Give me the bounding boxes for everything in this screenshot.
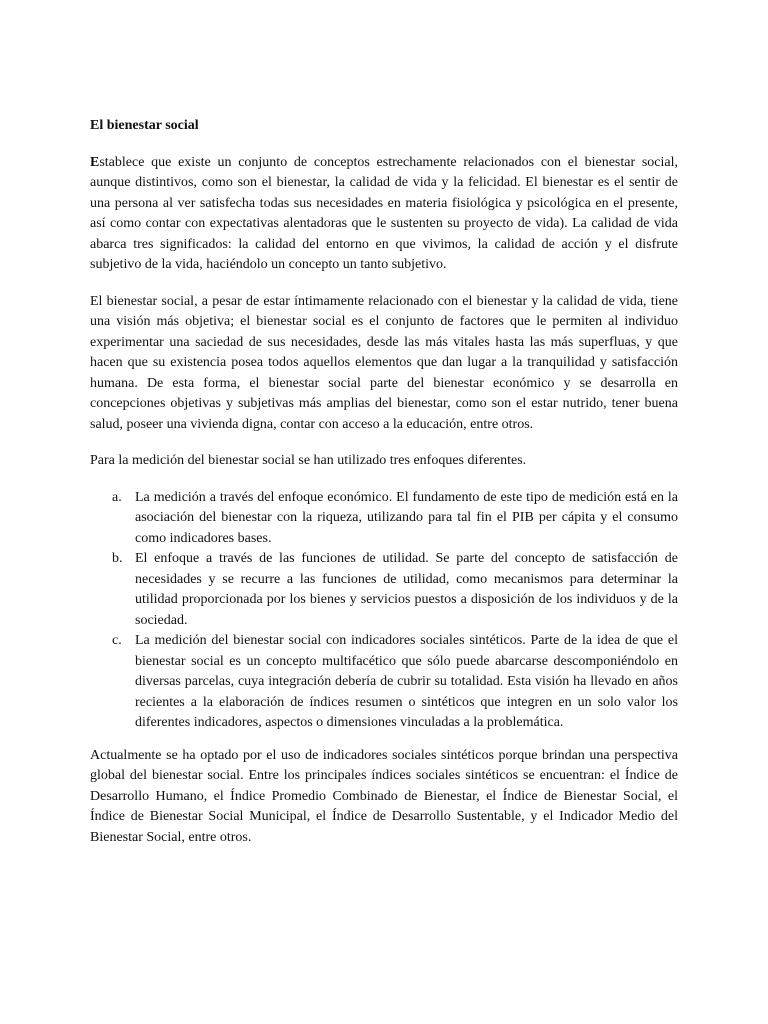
list-marker: b.	[112, 551, 123, 566]
list-item-text: La medición del bienestar social con indicadores sociales sintéticos. Parte de la idea de que el bienestar social es un concepto multifacético que sólo puede abarcarse descomponiéndolo en diversas parcelas, cuya integración debería de cubrir su totalidad. Esta visión ha llevado en años recientes a la elaboración de índices resumen o sintéticos que integren en un solo valor los diferentes indicadores, aspectos o dimensiones vinculadas a la problemática.	[135, 633, 678, 730]
document-page	[90, 116, 678, 864]
definition-paragraph: El bienestar social, a pesar de estar íntimamente relacionado con el bienestar y la calidad de vida, tiene una visión más objetiva; el bienestar social es el conjunto de factores que le permiten al individuo experimentar una saciedad de sus necesidades, desde las más vitales hasta las más superfluas, y que hacen que su existencia posea todos aquellos elementos que dan lugar a la tranquilidad y satisfacción humana. De esta forma, el bienestar social parte del bienestar económico y se desarrolla en concepciones objetivas y subjetivas más amplias del bienestar, como son el estar nutrido, tener buena salud, poseer una vivienda digna, contar con acceso a la educación, entre otros.	[90, 293, 678, 432]
list-marker: a.	[112, 489, 122, 505]
methods-intro-paragraph: Para la medición del bienestar social se han utilizado tres enfoques diferentes.	[90, 453, 527, 468]
list-item-text: El enfoque a través de las funciones de utilidad. Se parte del concepto de satisfacción de necesidades y se recurre a las funciones de utilidad, como mecanismos para determinar la utilidad proporcionada por los bienes y servicios puestos a disposición de los individuos y de la sociedad.	[135, 551, 678, 628]
list-item	[90, 488, 678, 550]
intro-paragraph	[90, 153, 678, 276]
list-item	[90, 549, 678, 631]
intro-first-letter: E	[90, 154, 100, 170]
conclusion-paragraph: Actualmente se ha optado por el uso de indicadores sociales sintéticos porque brindan una perspectiva global del bienestar social. Entre los principales índices sociales sintéticos se encuentran: el Índice de Desarrollo Humano, el Índice Promedio Combinado de Bienestar, el Índice de Bienestar Social, el Índice de Bienestar Social Municipal, el Índice de Desarrollo Sustentable, y el Indicador Medio del Bienestar Social, entre otros.	[90, 747, 678, 845]
document-title: El bienestar social	[90, 118, 199, 133]
methods-list	[90, 488, 678, 734]
list-item-text: La medición a través del enfoque económico. El fundamento de este tipo de medición está en la asociación del bienestar con la riqueza, utilizando para tal fin el PIB per cápita y el consumo como indicadores bases.	[135, 489, 678, 546]
list-marker: c.	[112, 633, 122, 648]
intro-paragraph-text: stablece que existe un conjunto de conceptos estrechamente relacionados con el bienestar social, aunque distintivos, como son el bienestar, la calidad de vida y la felicidad. El bienestar es el sentir de una persona al ver satisfecha todas sus necesidades en materia fisiológica y psicológica en el presente, así como contar con expectativas alentadoras que le sustenten su proyecto de vida). La calidad de vida abarca tres significados: la calidad del entorno en que vivimos, la calidad de acción y el disfrute subjetivo de la vida, haciéndolo un concepto un tanto subjetivo.	[90, 154, 678, 272]
list-item	[90, 631, 678, 734]
